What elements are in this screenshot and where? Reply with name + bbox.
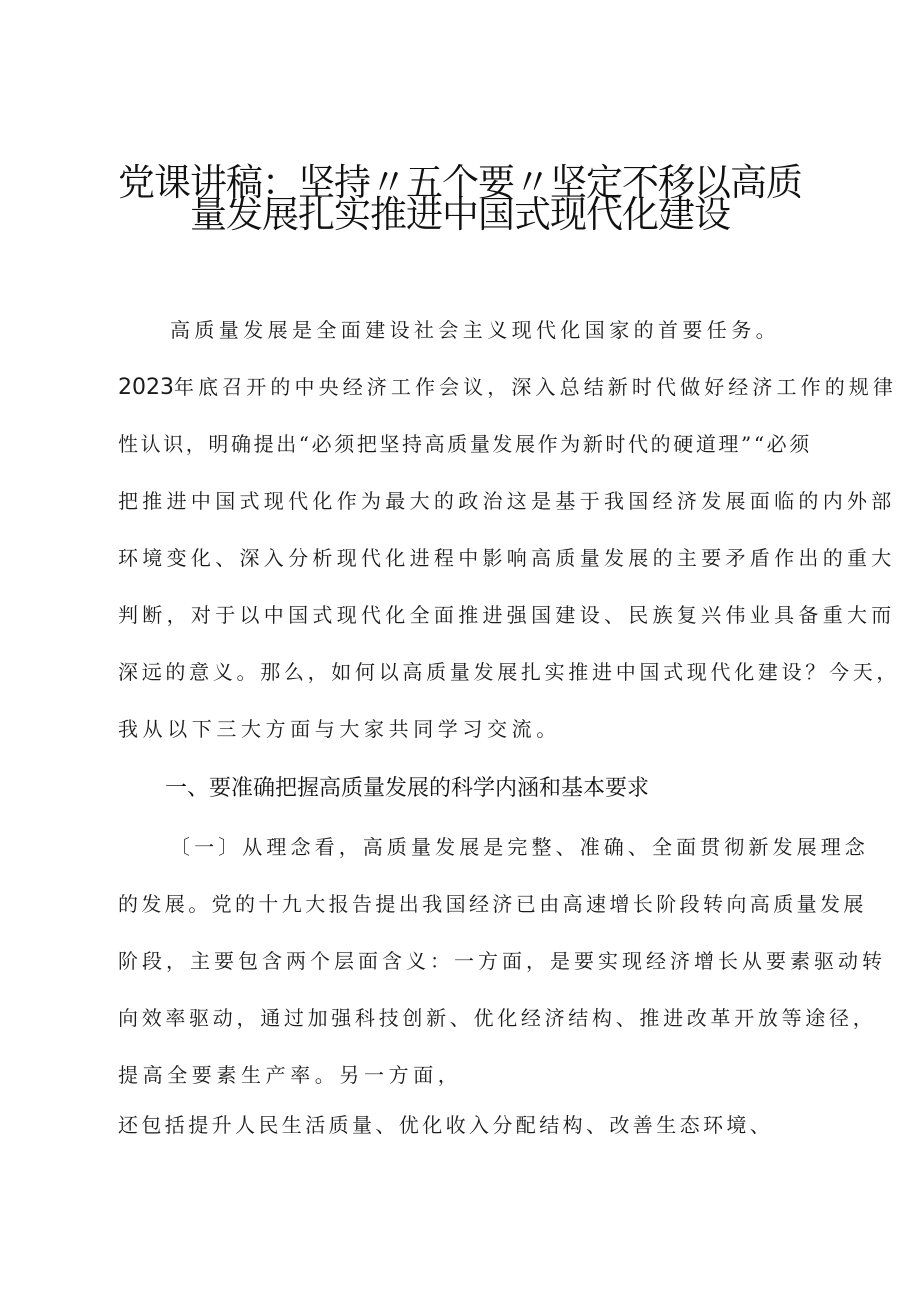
paragraph-1-line-6: 判断，对于以中国式现代化全面推进强国建设、民族复兴伟业具备重大而 [118, 603, 896, 627]
year-text: 2023 [118, 375, 174, 400]
paragraph-1-line-5: 环境变化、深入分析现代化进程中影响高质量发展的主要矛盾作出的重大 [118, 546, 896, 570]
document-title-line-1: 党课讲稿：坚持〃五个要〃坚定不移以高质 [118, 161, 802, 204]
paragraph-1-line-2-text: 年底召开的中央经济工作会议，深入总结新时代做好经济工作的规律 [174, 375, 897, 399]
paragraph-1-line-7: 深远的意义。那么，如何以高质量发展扎实推进中国式现代化建设？今天， [118, 660, 901, 684]
paragraph-2-line-4: 向效率驱动，通过加强科技创新、优化经济结构、推进改革开放等途径， [118, 1006, 877, 1030]
paragraph-2-line-2: 的发展。党的十九大报告提出我国经济已由高速增长阶段转向高质量发展 [118, 892, 867, 916]
paragraph-1-line-3: 性认识，明确提出“必须把坚持高质量发展作为新时代的硬道理”“必须 [118, 432, 812, 456]
paragraph-2-line-6: 还包括提升人民生活质量、优化收入分配结构、改善生态环境、 [118, 1113, 774, 1137]
paragraph-1-line-2 [118, 372, 897, 403]
paragraph-1-line-8: 我从以下三大方面与大家共同学习交流。 [118, 717, 561, 741]
paragraph-2-line-3: 阶段，主要包含两个层面含义：一方面，是要实现经济增长从要素驱动转 [118, 949, 886, 973]
paragraph-2-line-1: 〔一〕从理念看，高质量发展是完整、准确、全面贯彻新发展理念 [170, 835, 869, 859]
paragraph-1-line-1: 高质量发展是全面建设社会主义现代化国家的首要任务。 [170, 318, 780, 342]
section-1-heading: 一、要准确把握高质量发展的科学内涵和基本要求 [165, 776, 650, 801]
document-title-line-2: 量发展扎实推进中国式现代化建设 [190, 193, 730, 236]
paragraph-2-line-5: 提高全要素生产率。另一方面， [118, 1063, 463, 1087]
paragraph-1-line-4: 把推进中国式现代化作为最大的政治这是基于我国经济发展面临的内外部 [118, 489, 896, 513]
